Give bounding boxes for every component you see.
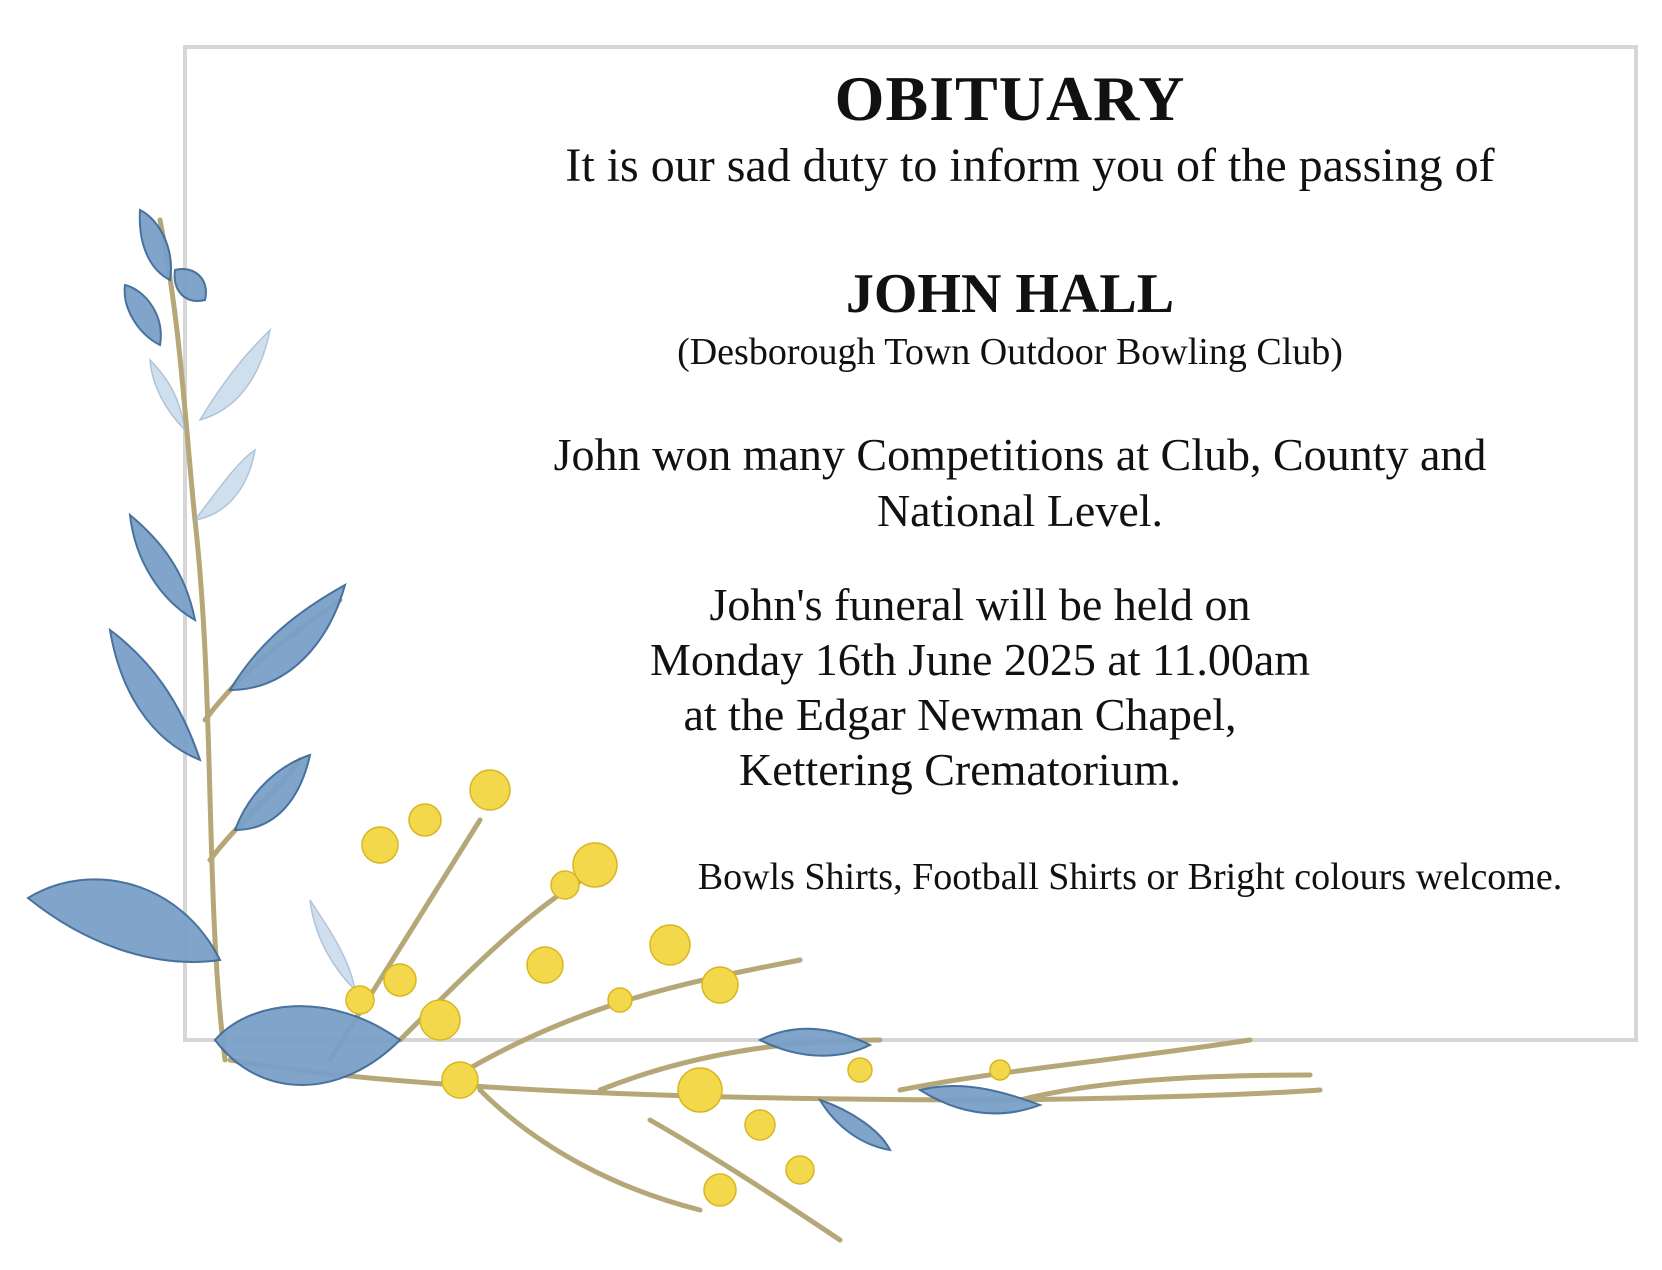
funeral-location: Kettering Crematorium. (739, 744, 1181, 795)
achievement-line: John won many Competitions at Club, County and (553, 429, 1487, 480)
intro-text: It is our sad duty to inform you of the passing of (565, 139, 1495, 192)
dress-code-note: Bowls Shirts, Football Shirts or Bright colours welcome. (697, 856, 1563, 898)
obituary-title: OBITUARY (834, 63, 1186, 134)
club-name: (Desborough Town Outdoor Bowling Club) (677, 331, 1343, 373)
funeral-line: John's funeral will be held on (709, 579, 1251, 630)
achievement-line: National Level. (876, 485, 1164, 536)
funeral-venue: at the Edgar Newman Chapel, (683, 689, 1237, 740)
deceased-name: JOHN HALL (845, 263, 1175, 325)
funeral-date: Monday 16th June 2025 at 11.00am (649, 634, 1311, 685)
